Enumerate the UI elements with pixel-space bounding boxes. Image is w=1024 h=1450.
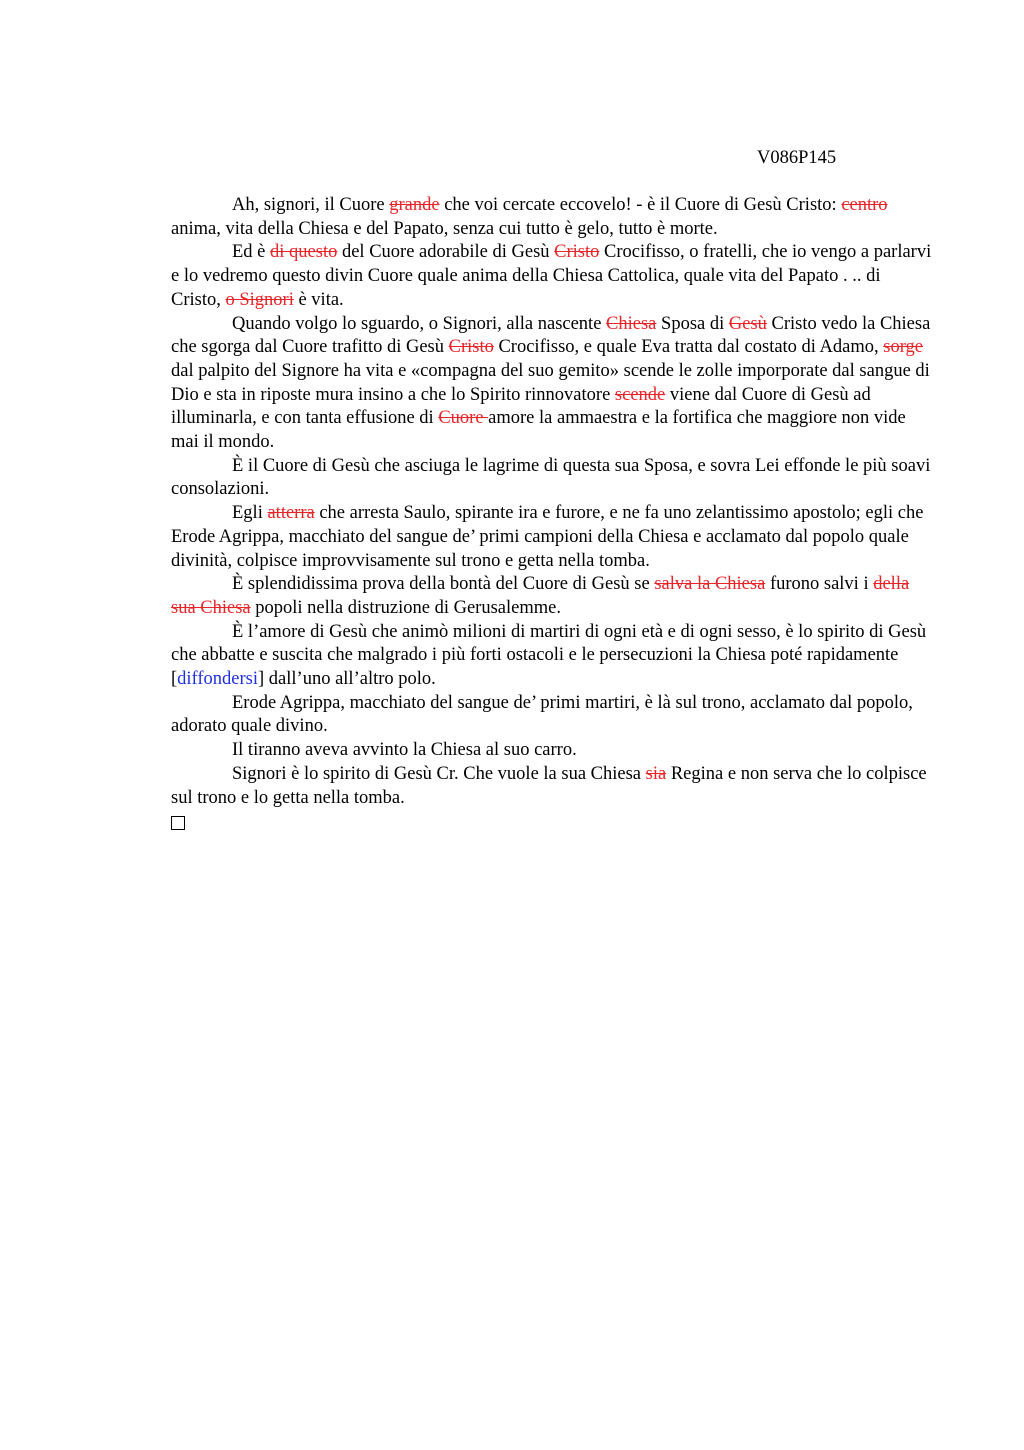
text-run: È il Cuore di Gesù che asciuga le lagrime di questa sua Sposa, e sovra Lei effonde le più soavi consolazioni. xyxy=(171,455,931,500)
text-run: amore la ammaestra e la fortifica che maggiore non vide mai il mondo. xyxy=(171,408,906,453)
text-run: Crocifisso, e quale Eva tratta dal costato di Adamo, xyxy=(493,337,884,358)
end-marker-icon xyxy=(171,816,185,830)
paragraph xyxy=(171,313,933,455)
deleted-text: di questo xyxy=(270,242,338,263)
text-run: Egli xyxy=(232,503,268,524)
paragraph xyxy=(171,241,933,312)
text-run: anima, vita della Chiesa e del Papato, senza cui tutto è gelo, tutto è morte. xyxy=(171,218,718,239)
deleted-text: salva la Chiesa xyxy=(654,574,766,595)
paragraph xyxy=(171,621,933,692)
paragraph xyxy=(171,194,933,241)
deleted-text: scende xyxy=(614,384,666,405)
text-run: Cristo vedo la Chiesa che sgorga dal Cuore trafitto di Gesù xyxy=(171,313,931,358)
text-run: ] dall’uno all’altro polo. xyxy=(258,669,436,690)
text-run: È splendidissima prova della bontà del Cuore di Gesù se xyxy=(232,574,655,595)
text-run: È l’amore di Gesù che animò milioni di martiri di ogni età e di ogni sesso, è lo spirito di Gesù che abbatte e suscita che malgrado i più forti ostacoli e le persecuzioni la Chiesa poté rapidamente [ xyxy=(171,621,927,690)
text-run: Signori è lo spirito di Gesù Cr. Che vuole la sua Chiesa xyxy=(232,763,646,784)
text-run: Quando volgo lo sguardo, o Signori, alla nascente xyxy=(232,313,607,334)
paragraph xyxy=(171,502,933,573)
text-run: Ed è xyxy=(232,242,271,263)
inserted-text: diffondersi xyxy=(177,669,259,690)
deleted-text: Chiesa xyxy=(606,313,657,334)
text-run: Erode Agrippa, macchiato del sangue de’ primi martiri, è là sul trono, acclamato dal popolo, adorato quale divino. xyxy=(171,692,913,737)
document-body xyxy=(171,194,933,830)
paragraph xyxy=(171,763,933,810)
text-run: Ah, signori, il Cuore xyxy=(232,195,390,215)
deleted-text: Cuore xyxy=(438,408,489,429)
text-run: Sposa di xyxy=(656,313,729,334)
paragraph xyxy=(171,739,933,763)
page-identifier: V086P145 xyxy=(757,148,837,168)
text-run: del Cuore adorabile di Gesù xyxy=(337,242,555,263)
text-run: è vita. xyxy=(293,289,344,310)
deleted-text: Cristo xyxy=(448,337,494,358)
deleted-text: grande xyxy=(389,195,440,215)
text-run: Crocifisso, o fratelli, che io vengo a parlarvi e lo vedremo questo divin Cuore quale anima della Chiesa Cattolica, quale vita del Papato . .. di Cristo, xyxy=(171,242,932,310)
deleted-text: Gesù xyxy=(728,313,767,334)
deleted-text: o Signori xyxy=(225,289,294,310)
deleted-text: sorge xyxy=(883,337,924,358)
text-run: viene dal Cuore di Gesù ad illuminarla, e con tanta effusione di xyxy=(171,384,871,429)
deleted-text: della sua Chiesa xyxy=(171,574,910,618)
deleted-text: atterra xyxy=(267,503,315,524)
text-run: Regina e non serva che lo colpisce sul trono e lo getta nella tomba. xyxy=(171,763,927,808)
text-run: Il tiranno aveva avvinto la Chiesa al suo carro. xyxy=(232,740,577,761)
paragraph xyxy=(171,455,933,502)
text-run: dal palpito del Signore ha vita e «compagna del suo gemito» scende le zolle imporporate dal sangue di Dio e sta in riposte mura insino a che lo Spirito rinnovatore xyxy=(171,360,930,405)
deleted-text: sia xyxy=(645,763,667,784)
paragraph xyxy=(171,692,933,739)
paragraph xyxy=(171,573,933,620)
deleted-text: Cristo xyxy=(554,242,600,263)
deleted-text: centro xyxy=(841,195,888,215)
text-run: furono salvi i xyxy=(765,574,874,595)
text-run: popoli nella distruzione di Gerusalemme. xyxy=(250,597,561,618)
text-run: che arresta Saulo, spirante ira e furore, e ne fa uno zelantissimo apostolo; egli che Erode Agrippa, macchiato del sangue de’ primi campioni della Chiesa e acclamato dal popolo quale divinità, colpisce improvvisamente sul trono e getta nella tomba. xyxy=(171,503,924,571)
text-run: che voi cercate eccovelo! - è il Cuore di Gesù Cristo: xyxy=(439,195,842,215)
